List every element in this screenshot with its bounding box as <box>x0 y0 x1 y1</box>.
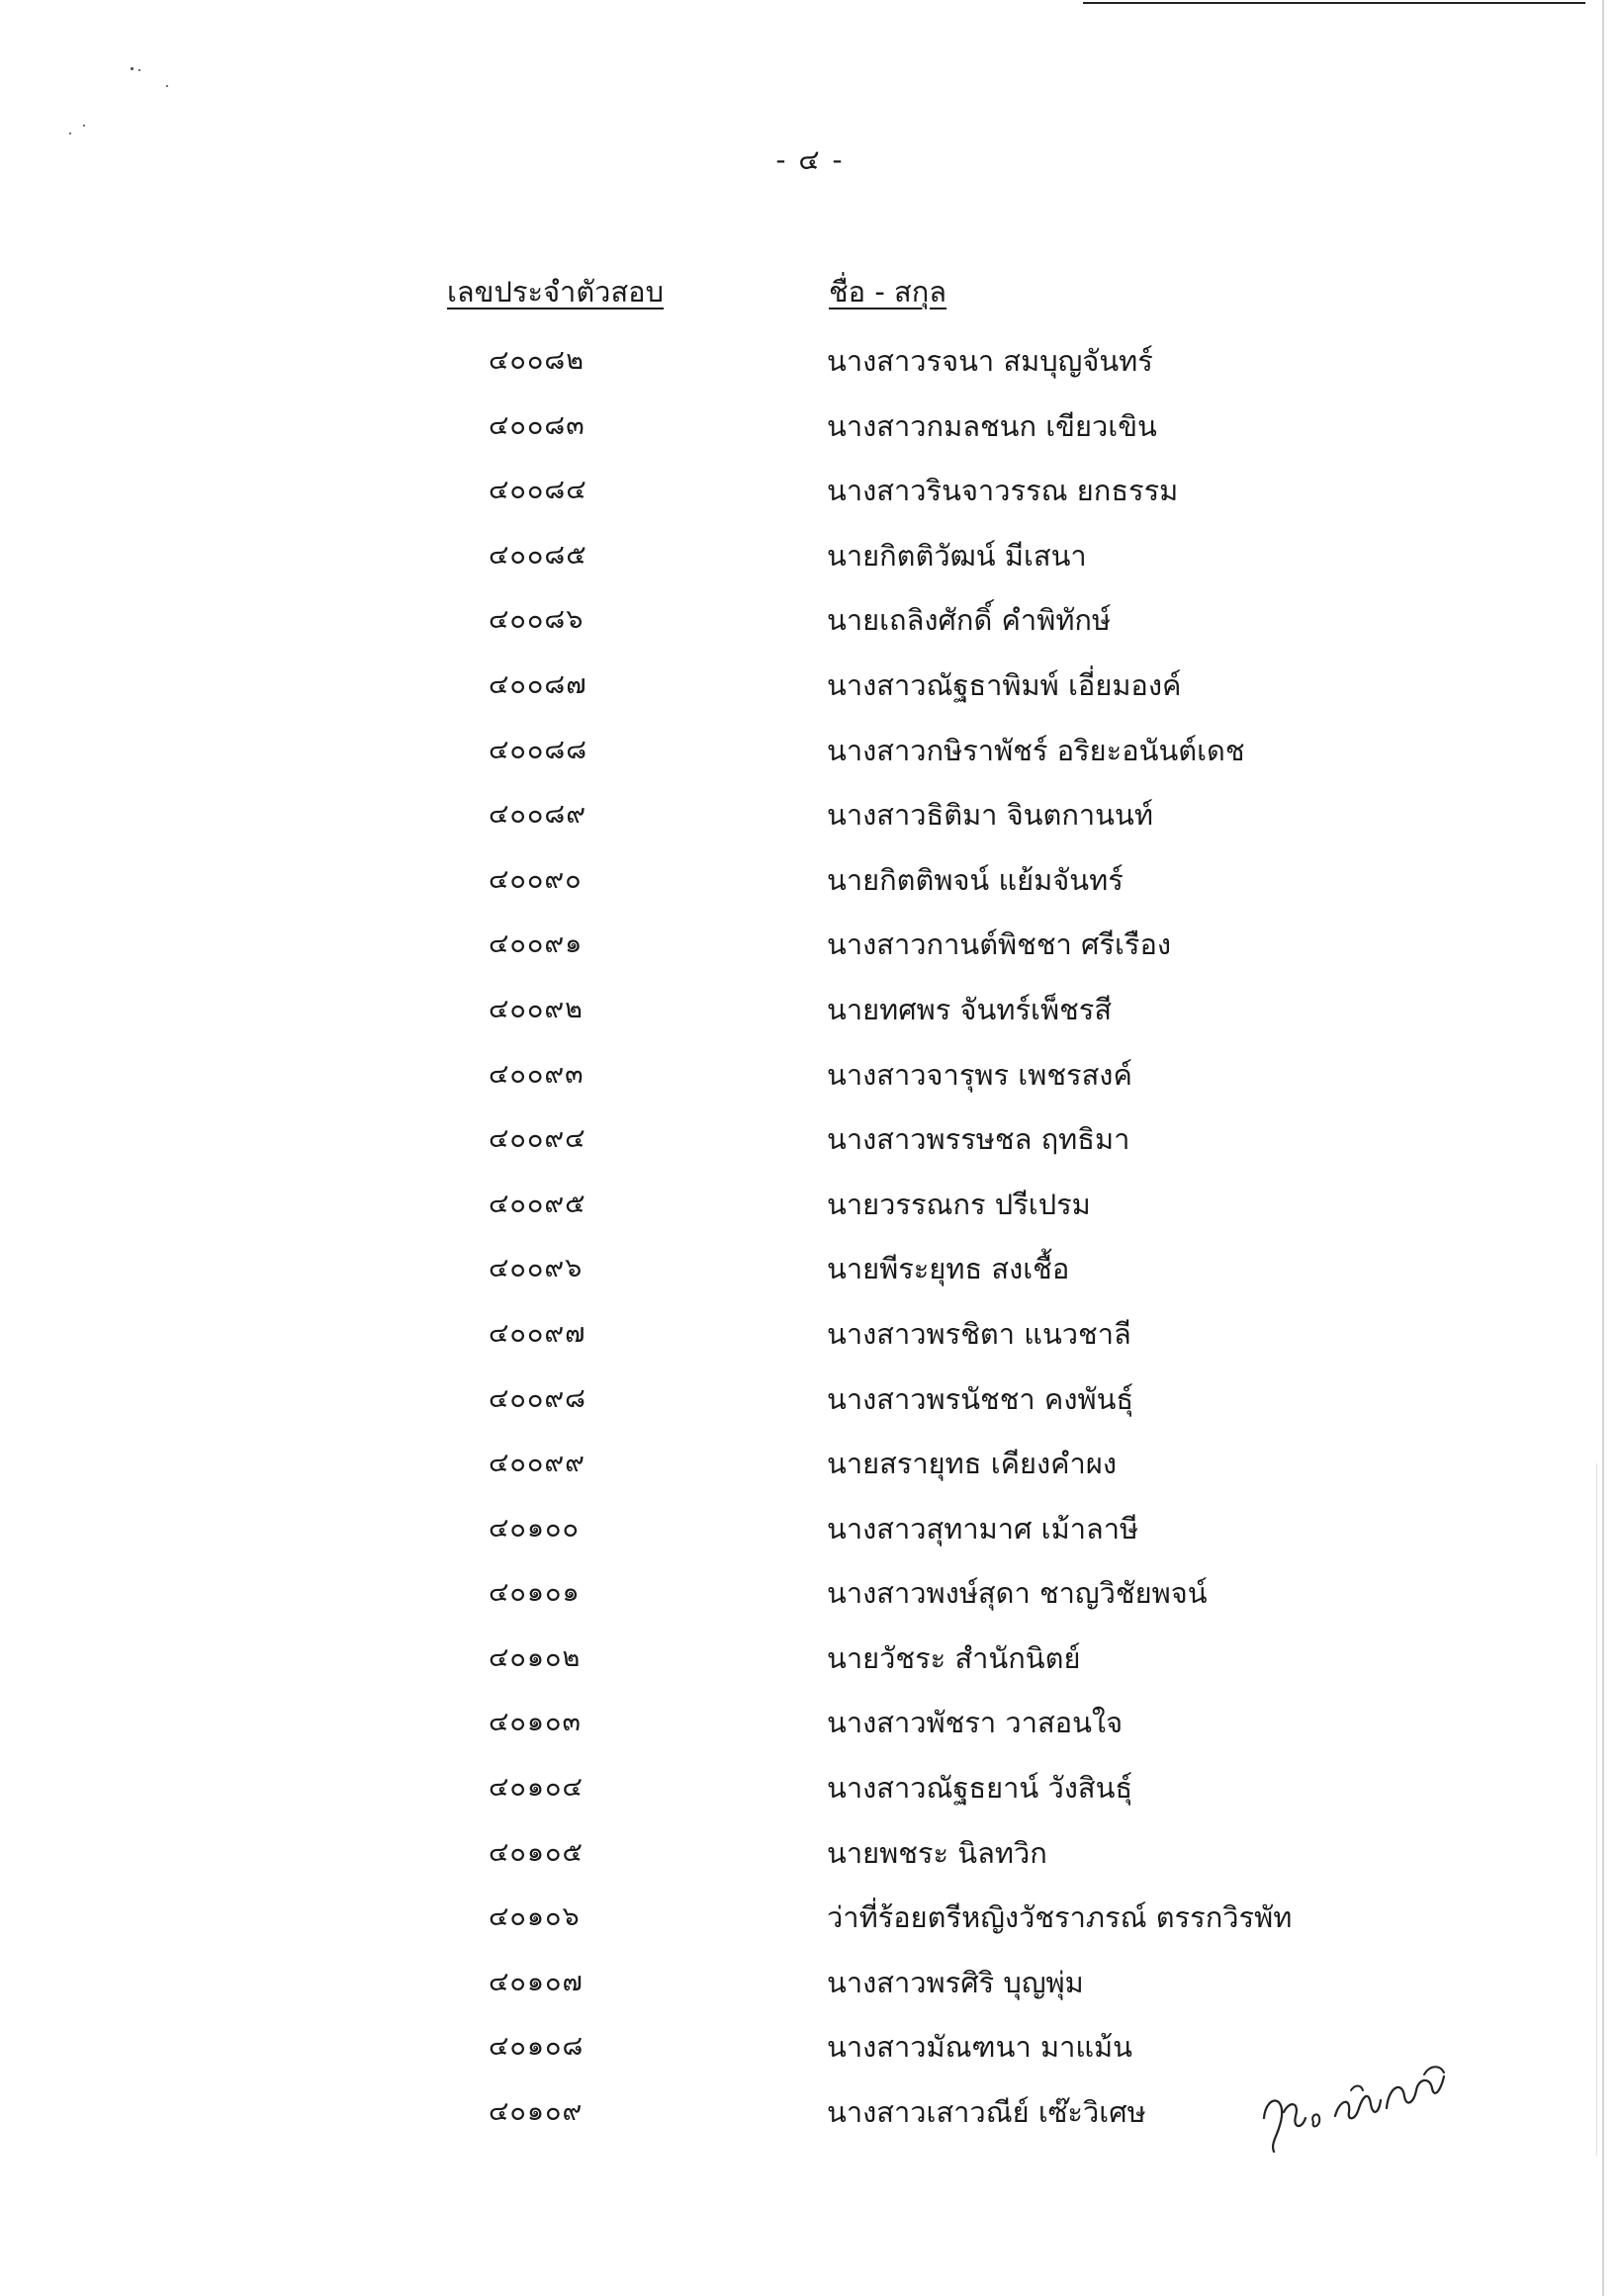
candidate-id: ๔๐๐๘๗ <box>489 668 587 700</box>
header-candidate-id: เลขประจำตัวสอบ <box>447 275 664 309</box>
candidate-id: ๔๐๑๐๒ <box>489 1641 582 1673</box>
candidate-id: ๔๐๑๐๙ <box>489 2096 584 2128</box>
table-row <box>0 397 1620 463</box>
candidate-name: นายพีระยุทธ สงเชื้อ <box>827 1252 1070 1286</box>
table-row <box>0 1564 1620 1630</box>
candidate-id: ๔๐๐๘๙ <box>489 799 586 831</box>
candidate-name: นางสาวพงษ์สุดา ชาญวิชัยพจน์ <box>827 1576 1208 1611</box>
scan-speck <box>138 69 140 71</box>
scan-speck <box>131 67 134 70</box>
candidate-name: นายกิตติพจน์ แย้มจันทร์ <box>827 862 1124 897</box>
header-full-name: ชื่อ - สกุล <box>829 275 947 309</box>
table-row <box>0 527 1620 592</box>
candidate-name: นางสาวพรนัชชา คงพันธุ์ <box>827 1381 1134 1416</box>
table-row <box>0 851 1620 917</box>
candidate-name: นางสาวมัณฑนา มาแม้น <box>827 2030 1132 2065</box>
candidate-id: ๔๐๐๙๘ <box>489 1382 586 1414</box>
candidate-name: นางสาวณัฐธาพิมพ์ เอี่ยมองค์ <box>827 667 1182 702</box>
candidate-name: นายวรรณกร ปรีเปรม <box>827 1187 1091 1221</box>
candidate-name: นางสาวกมลชนก เขียวเขิน <box>827 408 1157 443</box>
candidate-id: ๔๐๐๙๓ <box>489 1058 585 1090</box>
candidate-id: ๔๐๐๙๖ <box>489 1253 584 1284</box>
candidate-id: ๔๐๑๐๑ <box>489 1577 581 1609</box>
table-row <box>0 1889 1620 1954</box>
table-row <box>0 1500 1620 1565</box>
candidate-id: ๔๐๐๙๔ <box>489 1123 586 1155</box>
table-row <box>0 1824 1620 1890</box>
candidate-name: นางสาวกานต์พิชชา ศรีเรือง <box>827 927 1172 962</box>
candidate-list <box>0 332 1620 2149</box>
candidate-name: นายทศพร จันทร์เพ็ชรสี <box>827 992 1113 1026</box>
candidate-id: ๔๐๑๐๕ <box>489 1836 584 1868</box>
candidate-id: ๔๐๑๐๘ <box>489 2031 585 2063</box>
table-row <box>0 786 1620 851</box>
table-row <box>0 722 1620 787</box>
candidate-name: นางสาวพรศิริ บุญพุ่ม <box>827 1965 1084 1999</box>
candidate-name: นายพชระ นิลทวิก <box>827 1835 1047 1870</box>
table-row <box>0 462 1620 527</box>
candidate-name: นางสาวรจนา สมบุญจันทร์ <box>827 344 1153 378</box>
table-header <box>0 269 1620 312</box>
table-row <box>0 591 1620 657</box>
candidate-id: ๔๐๑๐๖ <box>489 1901 581 1933</box>
scan-speck <box>166 85 168 87</box>
candidate-name: นายกิตติวัฒน์ มีเสนา <box>827 538 1087 573</box>
candidate-name: นางสาวรินจาวรรณ ยกธรรม <box>827 474 1179 508</box>
table-row <box>0 916 1620 981</box>
candidate-id: ๔๐๐๘๔ <box>489 475 587 506</box>
table-row <box>0 1435 1620 1500</box>
table-row <box>0 1954 1620 2019</box>
candidate-name: นางสาวสุทามาศ เม้าลาษี <box>827 1511 1139 1545</box>
candidate-id: ๔๐๐๙๐ <box>489 863 583 895</box>
table-row <box>0 1046 1620 1111</box>
candidate-name: นางสาวพัชรา วาสอนใจ <box>827 1706 1124 1740</box>
candidate-id: ๔๐๐๘๒ <box>489 345 585 376</box>
table-row <box>0 981 1620 1046</box>
candidate-id: ๔๐๐๘๓ <box>489 409 585 441</box>
table-row <box>0 1759 1620 1824</box>
table-row <box>0 1694 1620 1759</box>
candidate-id: ๔๐๐๙๒ <box>489 993 584 1024</box>
table-row <box>0 1110 1620 1176</box>
candidate-id: ๔๐๐๙๑ <box>489 928 584 960</box>
page-number: - ๔ - <box>775 143 845 176</box>
table-row <box>0 1305 1620 1370</box>
candidate-id: ๔๐๑๐๓ <box>489 1707 582 1738</box>
candidate-id: ๔๐๑๐๔ <box>489 1772 584 1804</box>
candidate-id: ๔๐๑๐๐ <box>489 1512 581 1544</box>
candidate-id: ๔๐๐๘๘ <box>489 734 588 765</box>
candidate-id: ๔๐๑๐๗ <box>489 1966 584 1997</box>
candidate-name: นายสรายุทธ เคียงคำผง <box>827 1447 1117 1481</box>
candidate-name: นางสาวณัฐธยาน์ วังสินธุ์ <box>827 1771 1133 1806</box>
table-row <box>0 1240 1620 1305</box>
table-row <box>0 657 1620 722</box>
candidate-name: นางสาวเสาวณีย์ เซ๊ะวิเศษ <box>827 2095 1146 2130</box>
candidate-id: ๔๐๐๙๕ <box>489 1188 586 1219</box>
table-row <box>0 1370 1620 1436</box>
candidate-name: นายวัชระ สำนักนิตย์ <box>827 1640 1081 1675</box>
top-border-line <box>1083 2 1585 4</box>
candidate-name: นางสาวจารุพร เพชรสงค์ <box>827 1057 1132 1092</box>
candidate-name: ว่าที่ร้อยตรีหญิงวัชราภรณ์ ตรรกวิรพัท <box>827 1900 1293 1935</box>
candidate-id: ๔๐๐๘๖ <box>489 604 585 636</box>
handwritten-signature <box>1256 2057 1464 2165</box>
scan-speck <box>83 125 85 127</box>
candidate-name: นางสาวกษิราพัชร์ อริยะอนันต์เดช <box>827 733 1245 767</box>
candidate-id: ๔๐๐๙๗ <box>489 1317 586 1349</box>
candidate-name: นางสาวพรรษชล ฤทธิมา <box>827 1122 1130 1157</box>
candidate-id: ๔๐๐๙๙ <box>489 1448 585 1479</box>
candidate-name: นางสาวพรชิตา แนวชาลี <box>827 1316 1131 1351</box>
candidate-name: นางสาวธิติมา จินตกานนท์ <box>827 798 1153 833</box>
candidate-id: ๔๐๐๘๕ <box>489 539 587 571</box>
candidate-name: นายเถลิงศักดิ์ คำพิทักษ์ <box>827 603 1112 638</box>
table-row <box>0 1176 1620 1241</box>
table-row <box>0 1630 1620 1695</box>
table-row <box>0 332 1620 397</box>
scan-speck <box>69 132 71 134</box>
